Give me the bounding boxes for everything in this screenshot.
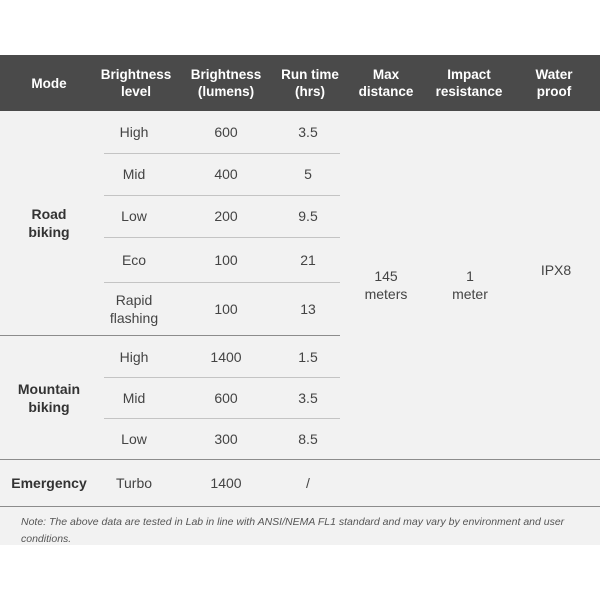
runtime-value: 21 [300, 252, 316, 268]
table-bottom-divider [0, 506, 600, 507]
footnote: Note: The above data are tested in Lab in line with ANSI/NEMA FL1 standard and may vary by environment and user conditions. [21, 516, 565, 545]
header-brightness-lumens [186, 55, 266, 111]
cell-runtime [276, 153, 340, 195]
cell-level [98, 283, 170, 335]
group-divider [0, 459, 600, 460]
cell-runtime [276, 111, 340, 153]
header-impact-resistance [426, 55, 512, 111]
cell-runtime [276, 336, 340, 377]
level-label: Low [121, 431, 147, 447]
cell-lumens [186, 153, 266, 195]
lumens-value: 400 [214, 166, 238, 182]
mode-road-biking-label: Road biking [28, 206, 70, 240]
runtime-value: 3.5 [298, 390, 318, 406]
cell-level [98, 195, 170, 237]
cell-lumens [186, 283, 266, 335]
cell-lumens [186, 195, 266, 237]
mode-emergency [0, 460, 98, 506]
cell-impact-resistance [430, 111, 510, 459]
header-brightness-level-label: Brightness level [100, 67, 172, 99]
row-divider [104, 282, 340, 283]
lumens-value: 100 [214, 252, 238, 268]
header-mode [0, 55, 98, 111]
lumens-value: 100 [214, 301, 238, 317]
runtime-value: / [306, 475, 310, 491]
level-label: High [119, 348, 149, 365]
level-label: Eco [121, 252, 147, 268]
header-water-proof-label: Water proof [535, 67, 573, 99]
level-label: High [119, 124, 149, 140]
header-brightness-level [98, 55, 174, 111]
cell-runtime [276, 238, 340, 282]
cell-level [98, 238, 170, 282]
cell-lumens [186, 378, 266, 418]
runtime-value: 13 [300, 301, 316, 317]
level-label: Mid [122, 166, 146, 182]
max-distance-value: 145 meters [364, 268, 408, 302]
header-water-proof [516, 55, 592, 111]
cell-level [98, 153, 170, 195]
cell-lumens [186, 460, 266, 506]
cell-lumens [186, 111, 266, 153]
cell-water-proof [516, 111, 596, 429]
runtime-value: 3.5 [298, 124, 318, 140]
level-label: Rapid flashing [109, 292, 159, 326]
mode-mountain-biking-label: Mountain biking [17, 380, 81, 415]
row-divider [104, 418, 340, 419]
cell-max-distance [350, 111, 422, 459]
header-max-distance-label: Max distance [358, 67, 414, 99]
impact-resistance-value: 1 meter [452, 268, 488, 302]
header-mode-label: Mode [31, 75, 67, 91]
cell-runtime [276, 283, 340, 335]
water-proof-value: IPX8 [540, 262, 572, 278]
level-label: Turbo [115, 475, 153, 491]
lumens-value: 300 [214, 431, 238, 447]
lumens-value: 1400 [210, 475, 242, 491]
row-divider [104, 195, 340, 196]
cell-lumens [186, 419, 266, 459]
runtime-value: 1.5 [298, 348, 318, 365]
level-label: Mid [122, 390, 146, 406]
cell-lumens [186, 336, 266, 377]
cell-runtime [276, 460, 340, 506]
lumens-value: 200 [214, 208, 238, 224]
cell-runtime [276, 419, 340, 459]
cell-level [98, 378, 170, 418]
cell-level [98, 336, 170, 377]
row-divider [104, 377, 340, 378]
cell-level [98, 111, 170, 153]
lumens-value: 1400 [210, 348, 242, 365]
level-label: Low [121, 208, 147, 224]
cell-level [98, 419, 170, 459]
row-divider [104, 153, 340, 154]
header-max-distance [350, 55, 422, 111]
header-impact-resistance-label: Impact resistance [435, 67, 503, 99]
runtime-value: 5 [304, 166, 312, 182]
cell-level [98, 460, 170, 506]
lumens-value: 600 [214, 390, 238, 406]
runtime-value: 8.5 [298, 431, 318, 447]
group-divider [0, 335, 340, 336]
header-run-time-label: Run time (hrs) [281, 67, 339, 99]
row-divider [104, 237, 340, 238]
cell-lumens [186, 238, 266, 282]
lumens-value: 600 [214, 124, 238, 140]
mode-road-biking [0, 111, 98, 335]
mode-mountain-biking [0, 336, 98, 459]
header-brightness-lumens-label: Brightness (lumens) [190, 67, 262, 99]
mode-emergency-label: Emergency [11, 475, 87, 491]
cell-runtime [276, 378, 340, 418]
header-run-time [276, 55, 344, 111]
runtime-value: 9.5 [298, 208, 318, 224]
cell-runtime [276, 195, 340, 237]
